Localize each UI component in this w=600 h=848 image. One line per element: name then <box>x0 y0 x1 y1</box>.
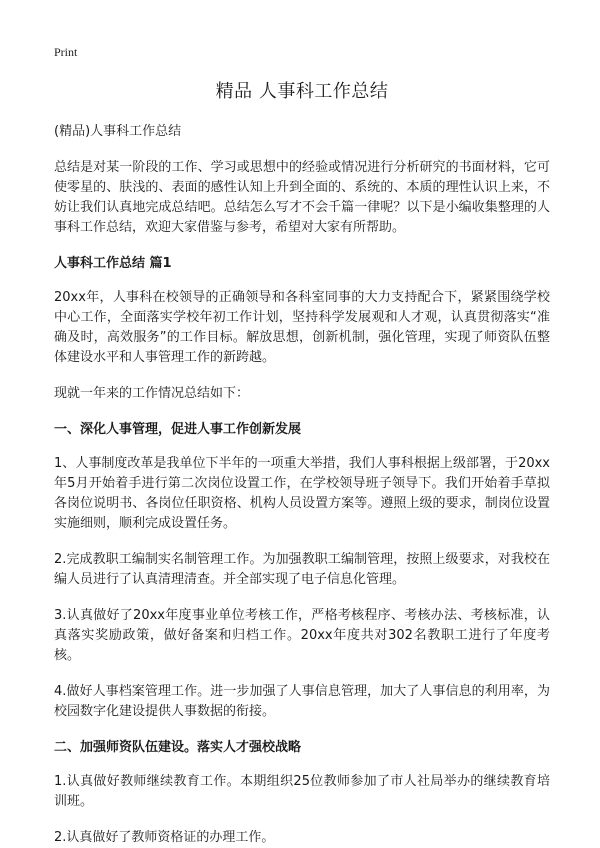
section1-paragraph-2: 现就一年来的工作情况总结如下： <box>54 386 250 401</box>
section-heading-1: 人事科工作总结 篇1 <box>54 256 172 271</box>
list-item-3: 3.认真做好了20xx年度事业单位考核工作，严格考核程序、考核办法、考核标准，认真落实奖励政策，做好备案和归档工作。20xx年度共对302名教职工进行了年度考核。 <box>54 608 550 663</box>
list-item-5: 1.认真做好教师继续教育工作。本期组织25位教师参加了市人社局举办的继续教育培训班。 <box>54 774 550 809</box>
document-title: 精品 人事科工作总结 <box>215 81 389 102</box>
document-subtitle: (精品)人事科工作总结 <box>54 124 182 139</box>
subsection-heading-1: 一、深化人事管理，促进人事工作创新发展 <box>54 422 302 437</box>
list-item-2: 2.完成教职工编制实名制管理工作。为加强教职工编制管理，按照上级要求，对我校在编人员进行了认真清理清查。并全部实现了电子信息化管理。 <box>54 552 550 587</box>
list-item-6: 2.认真做好了教师资格证的办理工作。 <box>54 830 275 845</box>
subsection-heading-2: 二、加强师资队伍建设。落实人才强校战略 <box>54 740 302 755</box>
list-item-4: 4.做好人事档案管理工作。进一步加强了人事信息管理，加大了人事信息的利用率，为校园数字化建设提供人事数据的衔接。 <box>54 684 550 719</box>
list-item-1: 1、人事制度改革是我单位下半年的一项重大举措，我们人事科根据上级部署，于20xx年5月开始着手进行第二次岗位设置工作，在学校领导班子领导下。我们开始着手草拟各岗位说明书、各岗位任职资格、机构人员设置方案等。遵照上级的要求，制岗位设置实施细则，顺利完成设置任务。 <box>54 456 550 531</box>
section1-paragraph-1: 20xx年，人事科在校领导的正确领导和各科室同事的大力支持配合下，紧紧围绕学校中心工作，全面落实学校年初工作计划，坚持科学发展观和人才观，认真贯彻落实“准确及时，高效服务”的工作目标。解放思想，创新机制，强化管理，实现了师资队伍整体建设水平和人事管理工作的新跨越。 <box>54 290 550 365</box>
print-label: Print <box>54 45 78 59</box>
intro-paragraph: 总结是对某一阶段的工作、学习或思想中的经验或情况进行分析研究的书面材料，它可使零星的、肤浅的、表面的感性认知上升到全面的、系统的、本质的理性认识上来，不妨让我们认真地完成总结吧。总结怎么写才不会千篇一律呢？以下是小编收集整理的人事科工作总结，欢迎大家借鉴与参考，希望对大家有所帮助。 <box>54 160 550 235</box>
